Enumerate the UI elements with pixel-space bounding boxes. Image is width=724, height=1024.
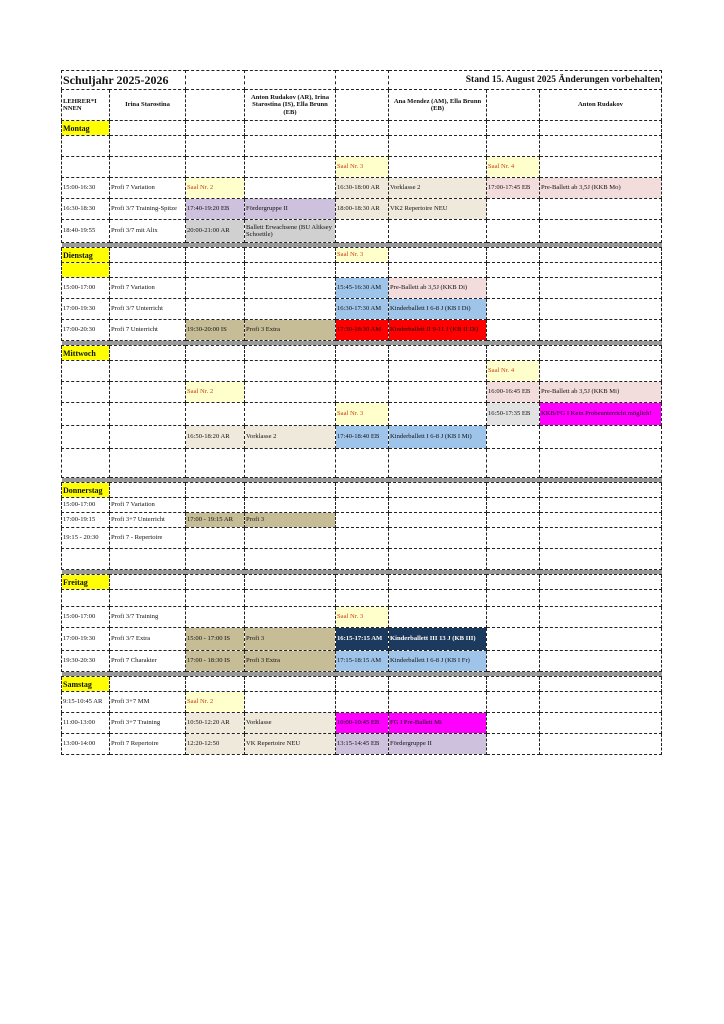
table-cell [336, 677, 389, 692]
table-cell [540, 199, 662, 220]
table-cell [487, 136, 540, 157]
column-header [336, 90, 389, 121]
column-header [487, 90, 540, 121]
room-label: Saal Nr. 3 [336, 157, 389, 178]
table-cell [540, 513, 662, 528]
table-cell [110, 426, 186, 449]
table-cell [540, 590, 662, 607]
table-cell [487, 607, 540, 628]
table-cell [487, 426, 540, 449]
table-cell: 17:00-19:15 [62, 513, 110, 528]
table-row [62, 498, 662, 513]
table-cell [540, 483, 662, 498]
table-row [62, 361, 662, 382]
table-cell: Profi 3+7 Unterricht [110, 513, 186, 528]
table-cell: Profi 3/7 mit Alix [110, 220, 186, 243]
table-cell [110, 575, 186, 590]
table-cell: Profi 3/7 Extra [110, 628, 186, 651]
room-label: Saal Nr. 4 [487, 361, 540, 382]
table-cell [540, 528, 662, 549]
table-cell [336, 498, 389, 513]
table-cell [245, 121, 336, 136]
table-cell: KKB/FG I Kein Probeunterricht möglich! [540, 403, 662, 426]
column-header: Anton Rudakov (AR), Irina Starostina (IS), Ella Brunn (EB) [245, 90, 336, 121]
table-cell [389, 136, 487, 157]
table-cell [186, 121, 245, 136]
table-row [62, 426, 662, 449]
table-cell [487, 278, 540, 299]
table-cell [389, 607, 487, 628]
table-cell: 19:15 - 20:30 [62, 528, 110, 549]
table-cell [487, 549, 540, 570]
table-cell: Kinderballett III 13 J (KB III) [389, 628, 487, 651]
day-row [62, 575, 662, 590]
table-cell [336, 382, 389, 403]
table-cell: 9:15-10:45 AR [62, 692, 110, 713]
day-label: Montag [62, 121, 110, 136]
table-cell [245, 677, 336, 692]
table-cell [186, 299, 245, 320]
table-cell [110, 549, 186, 570]
table-cell [245, 607, 336, 628]
table-cell [389, 382, 487, 403]
schedule-body [62, 71, 662, 755]
day-label-fill [62, 263, 110, 278]
table-cell [245, 263, 336, 278]
table-cell: Profi 7 - Repertoire [110, 528, 186, 549]
table-cell: 17:15-18:15 AM [336, 651, 389, 672]
table-cell [110, 403, 186, 426]
table-cell [540, 449, 662, 478]
table-cell [487, 299, 540, 320]
table-cell [389, 248, 487, 263]
table-cell [336, 513, 389, 528]
table-cell [186, 607, 245, 628]
room-label: Saal Nr. 4 [487, 157, 540, 178]
room-label: Saal Nr. 2 [186, 692, 245, 713]
table-cell: 13:00-14:00 [62, 734, 110, 755]
table-cell [186, 677, 245, 692]
table-cell [62, 426, 110, 449]
table-cell [110, 136, 186, 157]
table-cell [389, 575, 487, 590]
table-cell [62, 136, 110, 157]
table-cell [487, 483, 540, 498]
table-cell: Profi 3/7 Training [110, 607, 186, 628]
table-cell: 10:00-10:45 EB [336, 713, 389, 734]
table-cell: Profi 3+7 MM [110, 692, 186, 713]
table-cell: 17:00-20:30 [62, 320, 110, 341]
table-cell: 17:40-19:20 EB [186, 199, 245, 220]
table-cell [540, 157, 662, 178]
table-cell [487, 590, 540, 607]
table-cell: Vorklasse 2 [389, 178, 487, 199]
table-cell [487, 713, 540, 734]
table-cell [389, 692, 487, 713]
table-cell [245, 528, 336, 549]
table-cell: Pre-Ballett ab 3,5J (KKB Mo) [540, 178, 662, 199]
table-cell: Fördergruppe II [389, 734, 487, 755]
table-row [62, 651, 662, 672]
table-row [62, 628, 662, 651]
table-cell [389, 121, 487, 136]
day-label: Mittwoch [62, 346, 110, 361]
table-cell: Fördergruppe II [245, 199, 336, 220]
table-cell [389, 528, 487, 549]
table-cell [110, 449, 186, 478]
table-cell: Profi 7 Unterricht [110, 320, 186, 341]
table-cell [389, 677, 487, 692]
table-cell: 18:00-18:30 AR [336, 199, 389, 220]
table-cell: FG I Pre-Ballett Mi [389, 713, 487, 734]
table-cell: 19:30-20:30 [62, 651, 110, 672]
table-cell [540, 651, 662, 672]
table-cell [389, 449, 487, 478]
schedule-title: Schuljahr 2025-2026 [62, 71, 186, 90]
table-cell [540, 628, 662, 651]
table-cell [62, 361, 110, 382]
table-cell [245, 299, 336, 320]
table-cell [540, 498, 662, 513]
table-cell [487, 248, 540, 263]
table-cell [389, 220, 487, 243]
table-row [62, 278, 662, 299]
table-cell: 17:00-19:30 [62, 628, 110, 651]
table-cell [110, 361, 186, 382]
room-label: Saal Nr. 3 [336, 403, 389, 426]
table-cell: 10:50-12:20 AR [186, 713, 245, 734]
day-label: Donnerstag [62, 483, 110, 498]
table-row [62, 320, 662, 341]
table-cell [487, 498, 540, 513]
table-cell [487, 677, 540, 692]
table-cell: 16:50-17:35 EB [487, 403, 540, 426]
table-cell [186, 248, 245, 263]
table-cell [186, 590, 245, 607]
table-cell [487, 734, 540, 755]
table-cell [487, 220, 540, 243]
column-header: Anton Rudakov [540, 90, 662, 121]
table-cell [245, 382, 336, 403]
table-cell [110, 590, 186, 607]
table-cell: 17:00-17:45 EB [487, 178, 540, 199]
table-cell: 13:15-14:45 EB [336, 734, 389, 755]
table-cell: 17:30-18:30 AM [336, 320, 389, 341]
table-cell: Vorklasse 2 [245, 426, 336, 449]
table-cell [186, 483, 245, 498]
table-cell [487, 692, 540, 713]
table-cell: 16:50-18:20 AR [186, 426, 245, 449]
table-cell [540, 361, 662, 382]
table-cell [110, 121, 186, 136]
table-row [62, 549, 662, 570]
table-cell [540, 299, 662, 320]
table-cell: 17:00-19:30 [62, 299, 110, 320]
table-cell [487, 528, 540, 549]
table-cell [245, 575, 336, 590]
table-row [62, 299, 662, 320]
table-cell [336, 590, 389, 607]
table-cell [245, 403, 336, 426]
table-cell: Profi 3/7 Unterricht [110, 299, 186, 320]
table-cell: 15:00-17:00 [62, 278, 110, 299]
table-cell [540, 248, 662, 263]
table-cell [186, 346, 245, 361]
room-label: Saal Nr. 2 [186, 382, 245, 403]
table-cell: 16:30-17:30 AM [336, 299, 389, 320]
table-cell: 18:40-19:55 [62, 220, 110, 243]
table-cell [540, 677, 662, 692]
table-cell: 19:30-20:00 IS [186, 320, 245, 341]
table-cell [110, 483, 186, 498]
table-cell: Profi 3 [245, 513, 336, 528]
table-cell: Kinderballett II 9-11 J (KB II Di) [389, 320, 487, 341]
table-cell [487, 513, 540, 528]
table-row [62, 178, 662, 199]
table-cell: 12:20-12:50 [186, 734, 245, 755]
table-cell [389, 549, 487, 570]
table-cell [540, 278, 662, 299]
table-cell [186, 263, 245, 278]
table-cell [186, 528, 245, 549]
day-row [62, 677, 662, 692]
table-row [62, 263, 662, 278]
table-cell [62, 590, 110, 607]
table-cell [336, 71, 389, 90]
table-row [62, 220, 662, 243]
table-cell: Profi 7 Variation [110, 178, 186, 199]
table-cell [245, 483, 336, 498]
table-row [62, 449, 662, 478]
table-cell [389, 403, 487, 426]
table-cell [336, 346, 389, 361]
day-row [62, 248, 662, 263]
table-cell: 15:00-17:00 [62, 607, 110, 628]
table-cell [110, 263, 186, 278]
table-cell [540, 575, 662, 590]
table-cell [245, 449, 336, 478]
table-cell [110, 157, 186, 178]
day-label: Samstag [62, 677, 110, 692]
room-label: Saal Nr. 3 [336, 248, 389, 263]
table-cell [487, 628, 540, 651]
table-cell: Profi 7 Variation [110, 278, 186, 299]
title-row [62, 71, 662, 90]
table-cell [245, 590, 336, 607]
table-cell [245, 71, 336, 90]
table-cell [245, 136, 336, 157]
table-cell: Profi 7 Variation [110, 498, 186, 513]
table-cell [540, 121, 662, 136]
table-cell [336, 549, 389, 570]
table-cell [245, 361, 336, 382]
table-row [62, 382, 662, 403]
table-cell [389, 513, 487, 528]
table-cell [540, 136, 662, 157]
table-row [62, 713, 662, 734]
table-cell: Profi 3 Extra [245, 320, 336, 341]
table-cell: Ballett Erwachsene (BU Aliksey Schoettle) [245, 220, 336, 243]
table-cell: 17:00 - 18:30 IS [186, 651, 245, 672]
table-cell [487, 263, 540, 278]
table-cell: Profi 7 Charakter [110, 651, 186, 672]
table-row [62, 734, 662, 755]
table-cell: 16:30-18:00 AR [336, 178, 389, 199]
table-row [62, 403, 662, 426]
table-cell: VK2 Repertoire NEU [389, 199, 487, 220]
table-cell [186, 71, 245, 90]
table-cell [487, 346, 540, 361]
table-cell [245, 248, 336, 263]
table-cell: 15:00-17:00 [62, 498, 110, 513]
table-cell [540, 734, 662, 755]
table-row [62, 528, 662, 549]
table-cell [186, 449, 245, 478]
table-cell [336, 136, 389, 157]
table-cell [62, 449, 110, 478]
table-cell: Pre-Ballett ab 3,5J (KKB Mi) [540, 382, 662, 403]
table-cell [540, 713, 662, 734]
table-cell: Profi 3/7 Training-Spitze [110, 199, 186, 220]
table-cell [336, 263, 389, 278]
table-cell [245, 692, 336, 713]
table-cell [389, 157, 487, 178]
stand-note: Stand 15. August 2025 Änderungen vorbehalten [389, 71, 662, 90]
table-cell [389, 590, 487, 607]
table-cell: 17:00 - 19:15 AR [186, 513, 245, 528]
table-cell [487, 651, 540, 672]
table-cell: 17:40-18:40 EB [336, 426, 389, 449]
day-label: Dienstag [62, 248, 110, 263]
table-cell: Profi 7 Repertoire [110, 734, 186, 755]
table-cell [389, 483, 487, 498]
table-cell: 20:00-21:00 AR [186, 220, 245, 243]
column-header [186, 90, 245, 121]
table-cell [62, 157, 110, 178]
table-cell [245, 278, 336, 299]
table-cell [245, 498, 336, 513]
column-header: Ana Mendez (AM), Ella Brunn (EB) [389, 90, 487, 121]
table-cell [487, 575, 540, 590]
table-cell [186, 278, 245, 299]
table-cell [110, 248, 186, 263]
table-cell: 16:00-16:45 EB [487, 382, 540, 403]
table-cell [186, 549, 245, 570]
table-row [62, 607, 662, 628]
table-cell: Kinderballett I 6-8 J (KB I Di) [389, 299, 487, 320]
table-cell [62, 549, 110, 570]
table-cell: Vorklasse [245, 713, 336, 734]
table-cell [487, 320, 540, 341]
table-cell [62, 382, 110, 403]
table-cell [336, 483, 389, 498]
table-cell: Profi 3 Extra [245, 651, 336, 672]
table-cell [186, 136, 245, 157]
table-cell: Profi 3 [245, 628, 336, 651]
table-cell [245, 346, 336, 361]
table-row [62, 157, 662, 178]
teacher-header: LEHRER*I NNEN [62, 90, 110, 121]
schedule-table [61, 70, 662, 755]
column-header: Irina Starostina [110, 90, 186, 121]
table-cell [540, 346, 662, 361]
table-cell [110, 677, 186, 692]
table-cell [245, 157, 336, 178]
table-cell [540, 263, 662, 278]
table-cell: Profi 3+7 Training [110, 713, 186, 734]
table-cell [487, 121, 540, 136]
table-cell [245, 178, 336, 199]
table-cell [389, 498, 487, 513]
table-cell: 16:30-18:30 [62, 199, 110, 220]
table-cell [186, 498, 245, 513]
table-cell [389, 361, 487, 382]
table-cell [336, 575, 389, 590]
table-cell [186, 403, 245, 426]
room-label: Saal Nr. 2 [186, 178, 245, 199]
table-cell [389, 346, 487, 361]
day-row [62, 483, 662, 498]
table-cell [186, 575, 245, 590]
table-cell [110, 346, 186, 361]
table-cell: Pre-Ballett ab 3,5J (KKB Di) [389, 278, 487, 299]
table-row [62, 199, 662, 220]
table-cell [540, 320, 662, 341]
table-cell: Kinderballett I 6-8 J (KB I Fr) [389, 651, 487, 672]
table-row [62, 692, 662, 713]
day-row [62, 346, 662, 361]
table-cell: 11:00-13:00 [62, 713, 110, 734]
room-label: Saal Nr. 3 [336, 607, 389, 628]
table-cell [336, 692, 389, 713]
table-cell [540, 549, 662, 570]
table-cell: 15:45-16:30 AM [336, 278, 389, 299]
table-row [62, 136, 662, 157]
table-row [62, 513, 662, 528]
table-cell [336, 449, 389, 478]
table-cell [487, 199, 540, 220]
table-cell [540, 607, 662, 628]
table-cell [110, 382, 186, 403]
table-cell [336, 528, 389, 549]
table-row [62, 590, 662, 607]
table-cell: 15:00 - 17:00 IS [186, 628, 245, 651]
table-cell [336, 220, 389, 243]
table-cell: Kinderballett I 6-8 J (KB I Mi) [389, 426, 487, 449]
table-cell [245, 549, 336, 570]
table-cell [487, 449, 540, 478]
table-cell: 15:00-16:30 [62, 178, 110, 199]
table-cell [336, 121, 389, 136]
table-cell [186, 361, 245, 382]
table-cell [389, 263, 487, 278]
table-cell [336, 361, 389, 382]
header-row [62, 90, 662, 121]
day-label: Freitag [62, 575, 110, 590]
table-cell: VK Repertoire NEU [245, 734, 336, 755]
table-cell [186, 157, 245, 178]
table-cell [540, 692, 662, 713]
table-cell [540, 220, 662, 243]
day-row [62, 121, 662, 136]
table-cell: 16:15-17:15 AM [336, 628, 389, 651]
table-cell [62, 403, 110, 426]
table-cell [540, 426, 662, 449]
